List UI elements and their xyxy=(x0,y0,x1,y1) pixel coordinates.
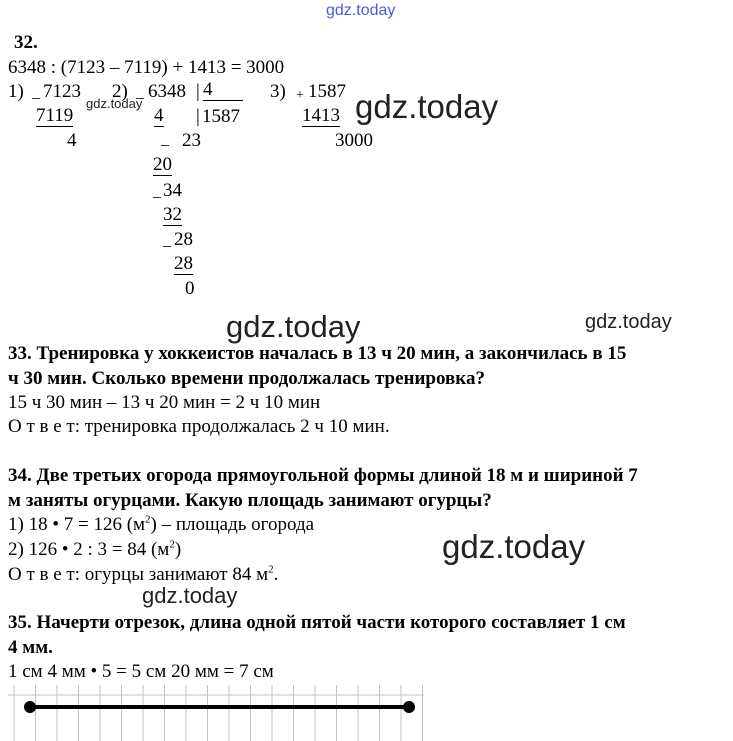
task-35-solution: 1 см 4 мм • 5 = 5 см 20 мм = 7 см xyxy=(8,661,274,682)
step-2-row: 28 xyxy=(174,253,193,274)
segment-endpoint-start xyxy=(24,701,36,713)
watermark-mid-right: gdz.today xyxy=(585,311,672,333)
minus-sign: _ xyxy=(153,183,161,200)
step-1-label: 1) xyxy=(8,81,24,102)
step-3-label: 3) xyxy=(270,81,286,102)
step-2-dividend: 6348 xyxy=(148,81,186,102)
step-1-result: 4 xyxy=(67,130,77,151)
watermark-small: gdz.today xyxy=(86,96,143,111)
watermark-large-3: gdz.today xyxy=(442,528,586,565)
plus-sign: + xyxy=(296,88,304,103)
step-3-addend-1: 1587 xyxy=(308,81,346,102)
step-tail: ) – площадь огорода xyxy=(150,514,315,535)
grid xyxy=(8,685,424,741)
step-3-sum: 3000 xyxy=(335,130,373,151)
task-35-title-line-2: 4 мм. xyxy=(8,637,53,658)
minus-sign: _ xyxy=(32,84,40,101)
answer-tail: . xyxy=(273,564,279,585)
minus-sign: _ xyxy=(163,232,171,249)
minus-sign: _ xyxy=(136,84,144,101)
step-tail: ) xyxy=(174,539,182,560)
task-32-number: 32. xyxy=(14,32,38,53)
exponent: 2 xyxy=(169,538,175,551)
watermark-lower: gdz.today xyxy=(142,583,238,608)
task-33-title-line-2: ч 30 мин. Сколько времени продолжалась тренировка? xyxy=(8,368,485,389)
step-2-row: 32 xyxy=(163,204,182,225)
answer-label: О т в е т: xyxy=(8,416,81,437)
step-2-row: 4 xyxy=(154,105,164,126)
division-bar: | xyxy=(196,106,200,127)
task-33-title-line-1: 33. Тренировка у хоккеистов началась в 13 ч 20 мин, а закончилась в 15 xyxy=(8,343,627,364)
division-bar: | xyxy=(196,81,200,102)
watermark-top: gdz.today xyxy=(326,2,396,19)
step-2-row: 28 xyxy=(174,229,193,250)
exponent: 2 xyxy=(268,563,274,576)
step-2-row: 0 xyxy=(185,278,195,299)
step-text: 2) 126 • 2 : 3 = 84 (м xyxy=(8,539,170,560)
watermark-large-1: gdz.today xyxy=(355,88,499,125)
step-text: 1) 18 • 7 = 126 (м xyxy=(8,514,146,535)
task-34-title-line-1: 34. Две третьих огорода прямоугольной формы длиной 18 м и шириной 7 xyxy=(8,465,638,486)
step-2-divisor: 4 xyxy=(203,80,243,101)
answer-text: огурцы занимают 84 м xyxy=(84,564,269,585)
task-35-title-line-1: 35. Начерти отрезок, длина одной пятой части которого составляет 1 см xyxy=(8,612,626,633)
task-32-expression: 6348 : (7123 – 7119) + 1413 = 3000 xyxy=(8,57,285,78)
step-3-addend-2: 1413 xyxy=(302,105,340,126)
task-33-solution: 15 ч 30 мин – 13 ч 20 мин = 2 ч 10 мин xyxy=(8,392,321,413)
step-2-row: 23 xyxy=(182,130,201,151)
step-1-minuend: 7123 xyxy=(43,81,81,102)
segment-endpoint-end xyxy=(403,701,415,713)
step-1-subtrahend: 7119 xyxy=(36,105,74,126)
minus-sign: _ xyxy=(161,131,169,148)
step-2-quotient: 1587 xyxy=(202,106,240,127)
watermark-large-2: gdz.today xyxy=(226,309,361,344)
step-2-row: 20 xyxy=(153,154,172,175)
exponent: 2 xyxy=(145,513,151,526)
task-34-title-line-2: м заняты огурцами. Какую площадь занимают огурцы? xyxy=(8,490,492,511)
step-2-row: 34 xyxy=(163,180,182,201)
answer-text: тренировка продолжалась 2 ч 10 мин. xyxy=(84,416,390,437)
answer-label: О т в е т: xyxy=(8,564,81,585)
step-2-label: 2) xyxy=(112,81,128,102)
